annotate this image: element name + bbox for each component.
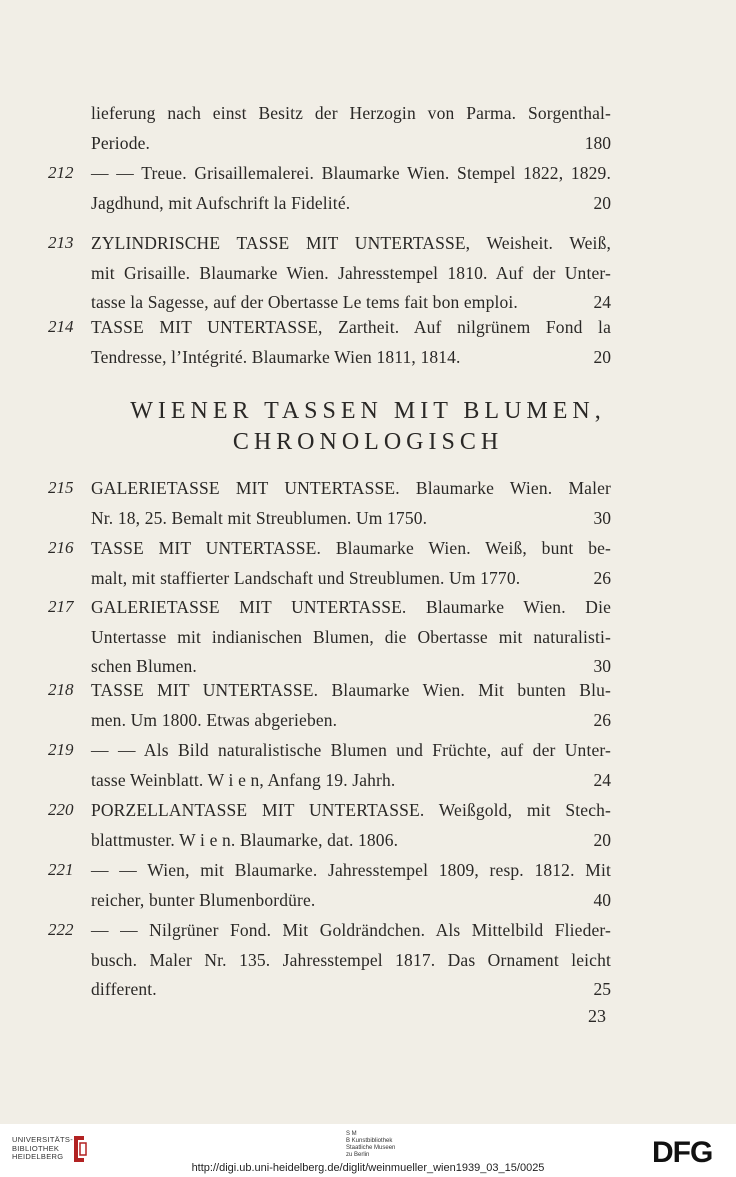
- lot-price: 24: [593, 769, 611, 790]
- lot-price: 24: [593, 292, 611, 312]
- description-line: TASSE MIT UNTERTASSE, Zartheit. Auf nilgrünem Fond la: [91, 317, 611, 337]
- lot-price: 30: [593, 507, 611, 528]
- lot-price: 26: [593, 709, 611, 730]
- lot-number: 213: [48, 233, 74, 252]
- description-line: — — Nilgrüner Fond. Mit Goldrändchen. Als Mittelbild Flieder-: [91, 920, 611, 940]
- smb-line: S M: [346, 1131, 357, 1137]
- description-line: malt, mit staffierter Landschaft und Streublumen. Um 1770.: [91, 567, 521, 588]
- description-line: Periode.: [91, 132, 151, 153]
- description-line: men. Um 1800. Etwas abgerieben.: [91, 709, 338, 730]
- lot-number: 216: [48, 538, 74, 557]
- university-logo-icon: [70, 1134, 88, 1164]
- lot-price: 40: [593, 889, 611, 910]
- description-line: different.: [91, 979, 157, 999]
- lot-number: 218: [48, 680, 74, 699]
- description-line: Nr. 18, 25. Bemalt mit Streublumen. Um 1750.: [91, 507, 428, 528]
- section-heading-line-2: CHRONOLOGISCH: [232, 429, 504, 455]
- description-line: ZYLINDRISCHE TASSE MIT UNTERTASSE, Weisheit. Weiß,: [91, 233, 611, 253]
- description-line: GALERIETASSE MIT UNTERTASSE. Blaumarke Wien. Die: [91, 597, 611, 617]
- description-line: GALERIETASSE MIT UNTERTASSE. Blaumarke Wien. Maler: [91, 478, 611, 498]
- lot-number: 222: [48, 920, 74, 939]
- smb-line: Staatliche Museen: [346, 1145, 396, 1151]
- description-line: tasse Weinblatt. W i e n, Anfang 19. Jahrh.: [91, 769, 396, 790]
- uni-line: HEIDELBERG: [12, 1152, 64, 1161]
- university-library-label: [12, 1136, 73, 1162]
- description-line: PORZELLANTASSE MIT UNTERTASSE. Weißgold, mit Stech-: [91, 800, 611, 820]
- lot-number: 214: [48, 317, 74, 336]
- uni-line: BIBLIOTHEK: [12, 1143, 60, 1153]
- description-line: — — Treue. Grisaillemalerei. Blaumarke Wien. Stempel 1822, 1829.: [91, 163, 611, 183]
- description-line: Untertasse mit indianischen Blumen, die Obertasse mit naturalisti-: [91, 626, 611, 647]
- lot-price: 180: [584, 132, 611, 153]
- lot-number: 217: [48, 597, 74, 616]
- lot-number: 215: [48, 478, 74, 497]
- description-line: reicher, bunter Blumenbordüre.: [91, 889, 316, 910]
- uni-line: UNIVERSITÄTS-: [12, 1135, 73, 1144]
- lot-price: 26: [593, 567, 611, 588]
- description-line: schen Blumen.: [91, 656, 197, 676]
- description-line: Tendresse, l’Intégrité. Blaumarke Wien 1811, 1814.: [91, 346, 461, 367]
- lot-number: 221: [48, 860, 74, 879]
- smb-line: B Kunstbibliothek: [346, 1138, 393, 1144]
- description-line: lieferung nach einst Besitz der Herzogin von Parma. Sorgenthal-: [91, 103, 611, 123]
- lot-price: 20: [593, 192, 611, 213]
- description-line: busch. Maler Nr. 135. Jahresstempel 1817. Das Ornament leicht: [91, 949, 611, 970]
- description-line: tasse la Sagesse, auf der Obertasse Le tems fait bon emploi.: [91, 292, 518, 312]
- description-line: — — Als Bild naturalistische Blumen und Früchte, auf der Unter-: [91, 740, 611, 760]
- lot-price: 30: [593, 656, 611, 676]
- source-url-link[interactable]: http://digi.ub.uni-heidelberg.de/diglit/weinmueller_wien1939_03_15/0025: [191, 1162, 545, 1174]
- lot-price: 20: [593, 346, 611, 367]
- lot-number: 219: [48, 740, 74, 759]
- lot-number: 212: [48, 163, 74, 182]
- smb-kunstbibliothek-label: [346, 1131, 395, 1159]
- description-line: — — Wien, mit Blaumarke. Jahresstempel 1809, resp. 1812. Mit: [91, 860, 611, 880]
- description-line: TASSE MIT UNTERTASSE. Blaumarke Wien. Mit bunten Blu-: [91, 680, 611, 700]
- section-heading-line-1: WIENER TASSEN MIT BLUMEN,: [130, 398, 606, 424]
- smb-line: zu Berlin: [346, 1152, 370, 1158]
- description-line: TASSE MIT UNTERTASSE. Blaumarke Wien. Weiß, bunt be-: [91, 538, 611, 558]
- description-line: blattmuster. W i e n. Blaumarke, dat. 1806.: [91, 829, 399, 850]
- description-line: mit Grisaille. Blaumarke Wien. Jahresstempel 1810. Auf der Unter-: [91, 262, 611, 283]
- description-line: Jagdhund, mit Aufschrift la Fidelité.: [91, 192, 351, 213]
- footer-bar: [0, 1124, 736, 1177]
- lot-price: 25: [593, 979, 611, 999]
- lot-number: 220: [48, 800, 74, 819]
- dfg-logo: DFG: [652, 1136, 713, 1169]
- lot-price: 20: [593, 829, 611, 850]
- page-number: 23: [588, 1006, 606, 1026]
